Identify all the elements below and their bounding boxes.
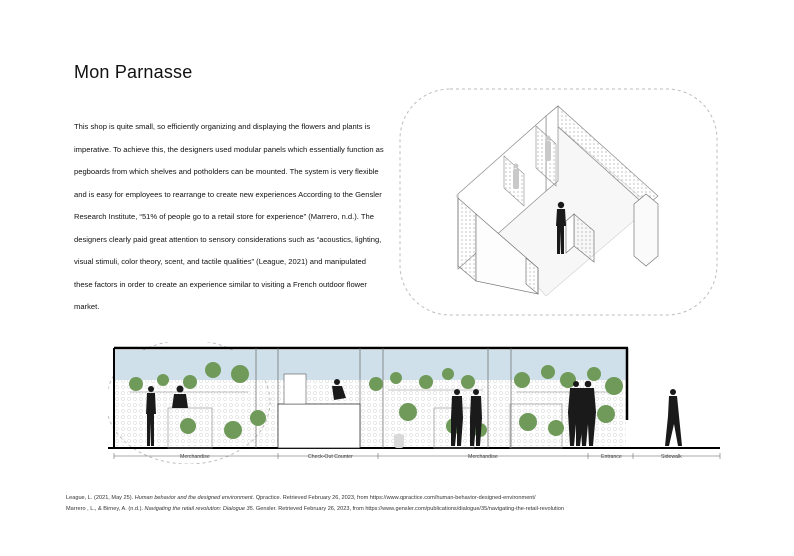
axonometric-view [396,86,721,320]
label-merchandise-left: Merchandise [180,454,210,460]
label-sidewalk: Sidewalk [661,454,682,460]
reference-marrero: Marrero , L., & Birney, A. (n.d.). Navigating the retail revolution: Dialogue 35. Gensler. Retrieved February 26, 2023, from https://www.gensler.com/publications/dialogue/35/navigating-the-retail-revolution [66,506,565,512]
label-merchandise-right: Merchandise [468,454,498,460]
body-paragraph: This shop is quite small, so efficiently organizing and displaying the flowers and plants is imperative. To achieve this, the designers used modular panels which essentially function as pegboards from which shelves and potholders can be mounted. The system is very flexible and is easy for employees to rearrange to create new experiences According to the Gensler Research Institute, “51% of people go to a retail store for experience” (Marrero, n.d.). The designers clearly paid great attention to sensory considerations such as “acoustics, lighting, visual stimuli, color theory, scent, and tactile qualities” (League, 2021) and manipulated these factors in order to create an experience similar to visiting a French outdoor flower market. [74,122,384,311]
label-checkout-counter: Check-Out Counter [308,454,353,460]
section-view [108,342,728,464]
reference-league: League, L. (2021, May 25). Human behavior and the designed environment. Qpractice. Retrieved February 26, 2023, from https://www.qpractice.com/human-behavior-designed-environment/ [66,495,536,501]
label-entrance: Entrance [601,454,622,460]
section-labels [108,452,728,466]
references [66,493,746,515]
section-drawing [108,342,728,464]
axonometric-drawing [396,86,721,320]
page-title: Mon Parnasse [74,62,193,82]
checkout-counter [278,404,360,448]
